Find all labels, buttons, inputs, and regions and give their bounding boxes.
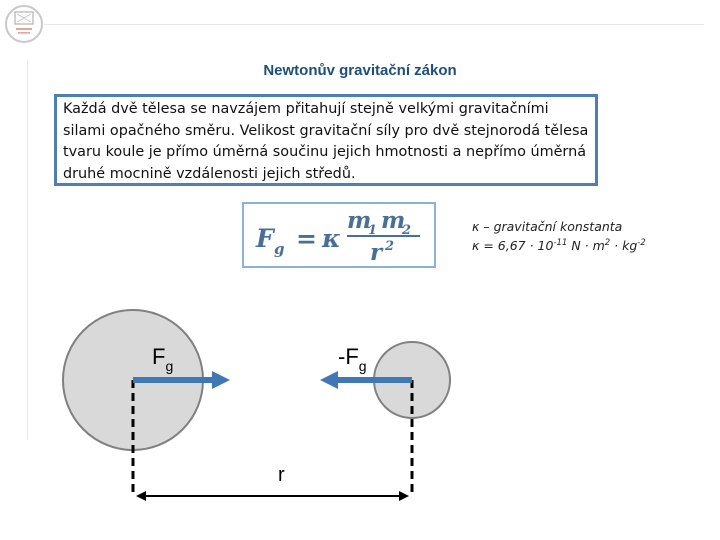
- formula-r-exp: 2: [385, 239, 395, 254]
- formula-r: r: [370, 239, 383, 266]
- page-title: Newtonův gravitační zákon: [263, 62, 457, 79]
- formula-kappa: κ: [322, 224, 341, 253]
- constant-name: κ – gravitační konstanta: [472, 219, 623, 234]
- constant-value: $\kappa = 6,67 \cdot 10^{-11}$ $N \cdot m^2 \cdot kg^{-2}$: [472, 238, 646, 253]
- formula-force: F: [256, 224, 274, 253]
- formula-m1-sub: 1: [368, 223, 378, 238]
- distance-label: r: [278, 464, 285, 486]
- formula-m2-sub: 2: [402, 223, 412, 238]
- formula-m1: m: [347, 207, 372, 234]
- force-label-right: $-F_g$: [338, 344, 367, 374]
- force-label-left: $F_g$: [152, 344, 174, 374]
- formula-force-sub: g: [274, 240, 285, 258]
- formula-m2: m: [381, 207, 406, 234]
- formula-equals: =: [296, 224, 317, 253]
- definition-text: Každá dvě tělesa se navzájem přitahují stejně velkými gravitačními silami opačného směru. Velikost gravitační síly pro dvě stejnorodá tělesa tvaru koule je přímo úměrná součinu jejich hmotnosti a nepřímo úměrná druhé mocnině vzdálenosti jejich středů.: [63, 101, 589, 182]
